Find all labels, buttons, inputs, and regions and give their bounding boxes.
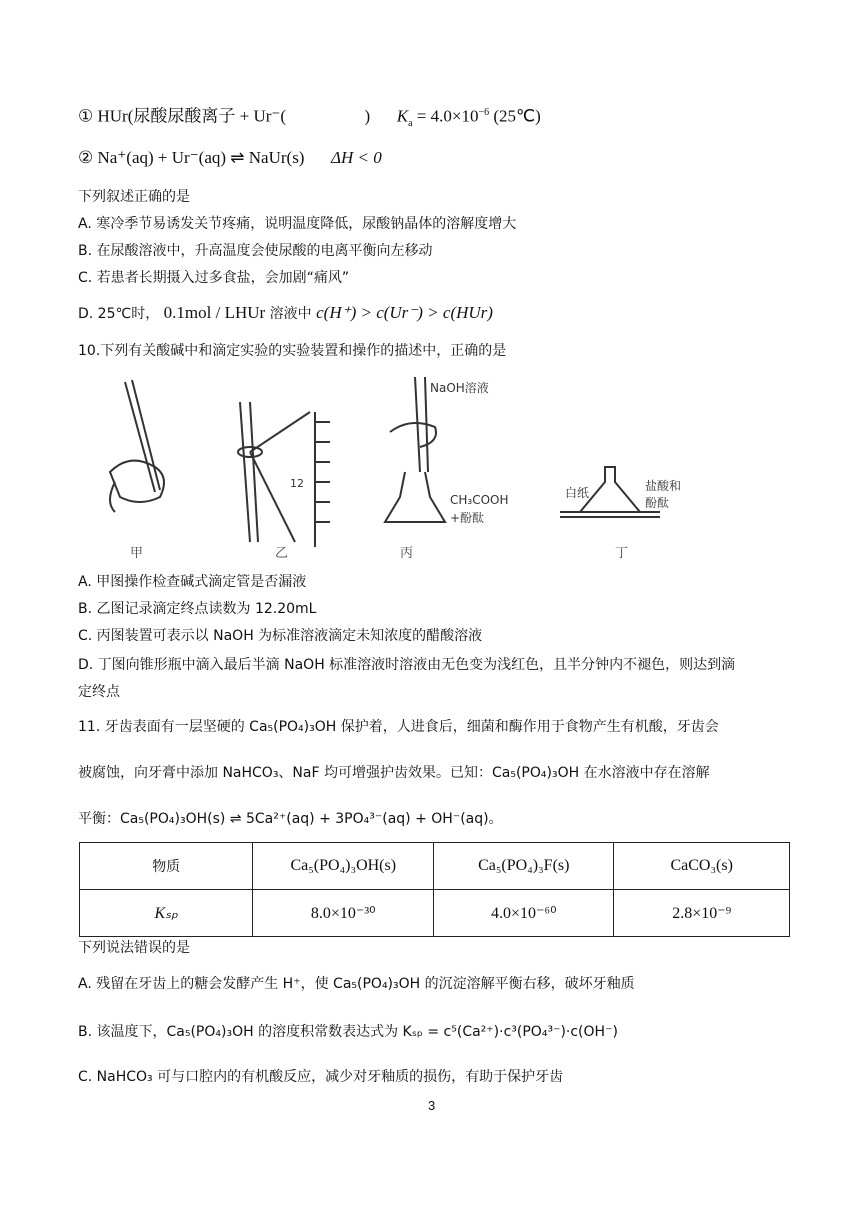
q9-d-conc: 0.1mol / LHUr [163,303,266,322]
q10-option-d-line2: 定终点 [78,684,120,700]
table-header: 物质 [80,843,253,890]
ka-exponent: −6 [478,107,490,118]
label-yi: 乙 [275,546,289,561]
label-acid2: 酚酞 [645,496,670,510]
ksp-table [79,842,790,937]
q9-option-b: B. 在尿酸溶液中，升高温度会使尿酸的电离平衡向左移动 [78,243,433,259]
q11-line-3: 平衡：Ca₅(PO₄)₃OH(s) ⇌ 5Ca²⁺(aq) + 3PO₄³⁻(aq) + OH⁻(aq)。 [78,811,503,827]
label-ch3cooh: CH₃COOH [450,493,509,507]
label-naoh: NaOH溶液 [430,381,489,395]
page-number: 3 [428,1098,436,1113]
q11-option-c: C. NaHCO₃ 可与口腔内的有机酸反应，减少对牙釉质的损伤，有助于保护牙齿 [78,1069,564,1085]
label-jia: 甲 [130,546,144,561]
table-header: Ca₅(PO₄)₃F(s) [434,843,614,890]
eq1-temp: (25℃) [493,106,541,126]
table-row [80,890,790,937]
table-row-label: Kₛₚ [80,890,253,937]
label-bing: 丙 [400,546,414,561]
label-ding: 丁 [615,546,629,561]
eq2-marker: ② [78,148,94,167]
apparatus-drawing [100,372,740,562]
q9-option-c: C. 若患者长期摄入过多食盐，会加剧“痛风” [78,270,350,286]
ka-symbol: K [396,106,409,126]
q10-option-b: B. 乙图记录滴定终点读数为 12.20mL [78,601,317,617]
table-header-row [80,843,790,890]
titration-figure [100,372,740,562]
q9-stem: 下列叙述正确的是 [78,189,190,205]
q11-option-a: A. 残留在牙齿上的糖会发酵产生 H⁺，使 Ca₅(PO₄)₃OH 的沉淀溶解平衡右移，破坏牙釉质 [78,976,635,992]
q9-d-prefix: D. 25℃时， [78,306,160,322]
q10-option-d-line1: D. 丁图向锥形瓶中滴入最后半滴 NaOH 标准溶液时溶液由无色变为浅红色，且半分钟内不褪色，则达到滴 [78,657,736,673]
q9-d-mid: 溶液中 [269,306,312,322]
ka-sub: a [408,118,413,130]
q9-d-relation: c(H⁺) > c(Ur⁻) > c(HUr) [316,303,493,322]
q9-option-a: A. 寒冷季节易诱发关节疼痛，说明温度降低，尿酸钠晶体的溶解度增大 [78,216,517,232]
q11-line-2: 被腐蚀，向牙膏中添加 NaHCO₃、NaF 均可增强护齿效果。已知：Ca₅(PO₄)₃OH 在水溶液中存在溶解 [78,765,710,781]
label-acid: 盐酸和 [645,479,682,493]
eq1-close: ) [364,106,371,126]
q10-option-c: C. 丙图装置可表示以 NaOH 为标准溶液滴定未知浓度的醋酸溶液 [78,628,483,644]
eq1-marker: ① [78,106,94,126]
table-cell: 8.0×10⁻³⁰ [253,890,434,937]
q9-option-d [78,302,493,325]
q11-option-b: B. 该温度下，Ca₅(PO₄)₃OH 的溶度积常数表达式为 Kₛₚ = c⁵(Ca²⁺)·c³(PO₄³⁻)·c(OH⁻) [78,1024,618,1040]
label-reading: 12 [290,477,304,490]
ka-value: = 4.0×10 [412,106,479,126]
label-phenol: +酚酞 [450,511,485,525]
table-header: CaCO₃(s) [614,843,790,890]
eq1-body: HUr(尿酸尿酸离子 + Ur⁻( [97,106,287,126]
q11-line-1: 11. 牙齿表面有一层坚硬的 Ca₅(PO₄)₃OH 保护着，人进食后，细菌和酶作用于食物产生有机酸，牙齿会 [78,719,719,735]
q10-option-a: A. 甲图操作检查碱式滴定管是否漏液 [78,574,307,590]
table-cell: 2.8×10⁻⁹ [614,890,790,937]
eq2-body: Na⁺(aq) + Ur⁻(aq) ⇌ NaUr(s) [97,148,305,167]
eq2-enthalpy: ΔH < 0 [330,148,382,167]
q10-stem: 10.下列有关酸碱中和滴定实验的实验装置和操作的描述中，正确的是 [78,343,507,359]
table-header: Ca₅(PO₄)₃OH(s) [253,843,434,890]
equation-1 [78,102,541,135]
equation-2 [78,147,382,169]
q11-stem: 下列说法错误的是 [78,940,190,956]
label-paper: 白纸 [565,486,590,500]
table-cell: 4.0×10⁻⁶⁰ [434,890,614,937]
